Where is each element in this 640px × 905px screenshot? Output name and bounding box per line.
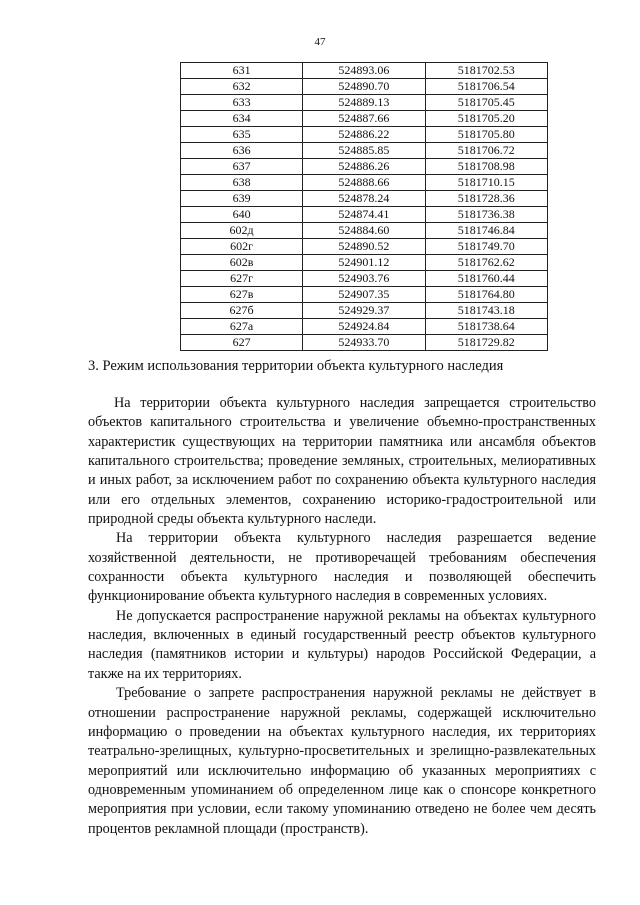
point-number-cell: 627а [181, 319, 303, 335]
table-row [181, 127, 548, 143]
table-row [181, 319, 548, 335]
point-number-cell: 627в [181, 287, 303, 303]
x-coordinate-cell: 524889.13 [303, 95, 425, 111]
table-row [181, 207, 548, 223]
point-number-cell: 633 [181, 95, 303, 111]
point-number-cell: 602в [181, 255, 303, 271]
point-number-cell: 627 [181, 335, 303, 351]
y-coordinate-cell: 5181705.45 [425, 95, 547, 111]
point-number-cell: 602д [181, 223, 303, 239]
point-number-cell: 634 [181, 111, 303, 127]
y-coordinate-cell: 5181710.15 [425, 175, 547, 191]
y-coordinate-cell: 5181760.44 [425, 271, 547, 287]
y-coordinate-cell: 5181746.84 [425, 223, 547, 239]
coordinates-table-body [181, 63, 548, 351]
paragraph-advertising-ban: Не допускается распространение наружной рекламы на объектах культурного наследия, включенных в единый государственный реестр объектов культурного наследия (памятников истории и культуры) народов Российской Федерации, а также на их территориях. [88, 607, 596, 682]
point-number-cell: 636 [181, 143, 303, 159]
table-row [181, 335, 548, 351]
y-coordinate-cell: 5181708.98 [425, 159, 547, 175]
y-coordinate-cell: 5181705.20 [425, 111, 547, 127]
table-row [181, 159, 548, 175]
table-row [181, 143, 548, 159]
x-coordinate-cell: 524903.76 [303, 271, 425, 287]
x-coordinate-cell: 524893.06 [303, 63, 425, 79]
x-coordinate-cell: 524885.85 [303, 143, 425, 159]
table-row [181, 223, 548, 239]
x-coordinate-cell: 524929.37 [303, 303, 425, 319]
coordinates-table [180, 62, 548, 351]
x-coordinate-cell: 524933.70 [303, 335, 425, 351]
x-coordinate-cell: 524887.66 [303, 111, 425, 127]
table-row [181, 271, 548, 287]
table-row [181, 303, 548, 319]
y-coordinate-cell: 5181706.72 [425, 143, 547, 159]
y-coordinate-cell: 5181729.82 [425, 335, 547, 351]
x-coordinate-cell: 524901.12 [303, 255, 425, 271]
paragraph-permitted-activity: На территории объекта культурного наследия разрешается ведение хозяйственной деятельности, не противоречащей требованиям обеспечения сохранности объекта культурного наследия и позволяющей обеспечить функционирование объекта культурного наследия в современных условиях. [88, 530, 596, 605]
y-coordinate-cell: 5181706.54 [425, 79, 547, 95]
y-coordinate-cell: 5181702.53 [425, 63, 547, 79]
table-row [181, 63, 548, 79]
page-number: 47 [314, 36, 326, 48]
point-number-cell: 635 [181, 127, 303, 143]
y-coordinate-cell: 5181743.18 [425, 303, 547, 319]
table-row [181, 255, 548, 271]
body-text [88, 394, 596, 839]
paragraph-advertising-exception: Требование о запрете распространения наружной рекламы не действует в отношении распространение наружной рекламы, содержащей исключительно информацию о проведении на объектах культурного наследия, их территориях театрально-зрелищных, культурно-просветительных и зрелищно-развлекательных мероприятий или исключительно информацию об указанных мероприятиях с одновременным упоминанием об определенном лице как о спонсоре конкретного мероприятия при условии, если такому упоминанию отведено не более чем десять процентов рекламной площади (пространств). [88, 685, 596, 837]
y-coordinate-cell: 5181705.80 [425, 127, 547, 143]
point-number-cell: 627г [181, 271, 303, 287]
section-heading: 3. Режим использования территории объекта культурного наследия [88, 358, 504, 374]
point-number-cell: 631 [181, 63, 303, 79]
point-number-cell: 637 [181, 159, 303, 175]
y-coordinate-cell: 5181764.80 [425, 287, 547, 303]
y-coordinate-cell: 5181728.36 [425, 191, 547, 207]
x-coordinate-cell: 524884.60 [303, 223, 425, 239]
point-number-cell: 639 [181, 191, 303, 207]
point-number-cell: 632 [181, 79, 303, 95]
x-coordinate-cell: 524890.52 [303, 239, 425, 255]
table-row [181, 79, 548, 95]
point-number-cell: 627б [181, 303, 303, 319]
table-row [181, 95, 548, 111]
table-row [181, 191, 548, 207]
point-number-cell: 640 [181, 207, 303, 223]
x-coordinate-cell: 524874.41 [303, 207, 425, 223]
x-coordinate-cell: 524886.26 [303, 159, 425, 175]
x-coordinate-cell: 524888.66 [303, 175, 425, 191]
x-coordinate-cell: 524924.84 [303, 319, 425, 335]
y-coordinate-cell: 5181736.38 [425, 207, 547, 223]
point-number-cell: 602г [181, 239, 303, 255]
table-row [181, 287, 548, 303]
x-coordinate-cell: 524907.35 [303, 287, 425, 303]
y-coordinate-cell: 5181749.70 [425, 239, 547, 255]
paragraph-prohibitions: На территории объекта культурного наследия запрещается строительство объектов капитального строительства и увеличение объемно-пространственных характеристик существующих на территории памятника или ансамбля объектов капитального строительства; проведение земляных, строительных, мелиоративных и иных работ, за исключением работ по сохранению объекта культурного наследия или его отдельных элементов, сохранению историко-градостроительной или природной среды объекта культурного наследи. [88, 395, 596, 528]
table-row [181, 175, 548, 191]
point-number-cell: 638 [181, 175, 303, 191]
x-coordinate-cell: 524878.24 [303, 191, 425, 207]
x-coordinate-cell: 524890.70 [303, 79, 425, 95]
y-coordinate-cell: 5181738.64 [425, 319, 547, 335]
y-coordinate-cell: 5181762.62 [425, 255, 547, 271]
x-coordinate-cell: 524886.22 [303, 127, 425, 143]
table-row [181, 239, 548, 255]
table-row [181, 111, 548, 127]
